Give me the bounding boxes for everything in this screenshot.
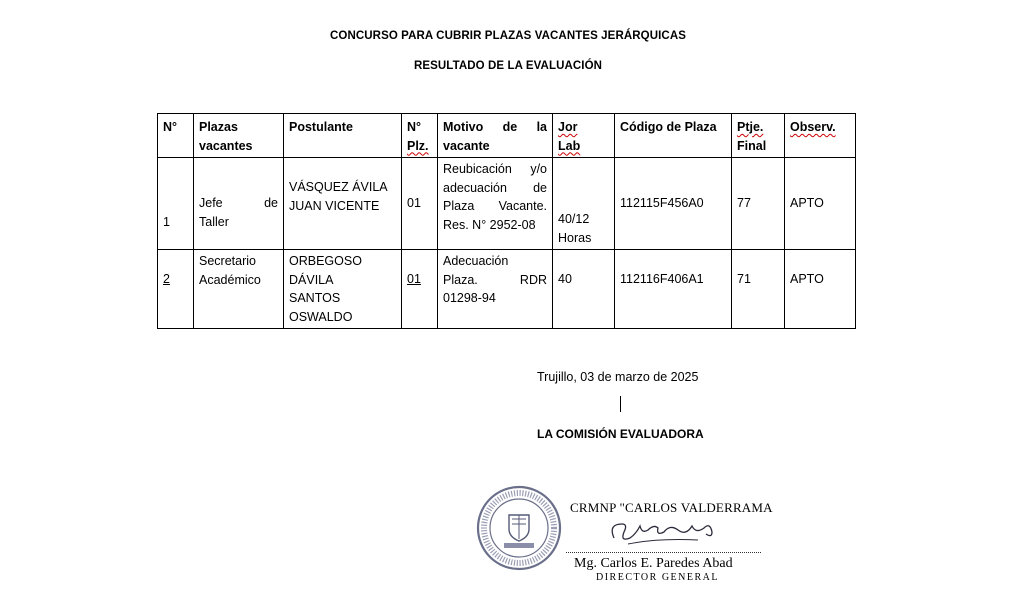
- row-motivo: Reubicación y/o adecuación de Plaza Vacante. Res. N° 2952-08: [438, 158, 553, 250]
- text-cursor: [620, 396, 621, 412]
- row-plaza: Secretario Académico: [194, 250, 284, 329]
- header-postulante: Postulante: [284, 114, 402, 158]
- header-jor: Jor Lab: [553, 114, 615, 158]
- row-jor: 40/12 Horas: [553, 158, 615, 250]
- row-jor: 40: [553, 250, 615, 329]
- handwritten-signature: [606, 514, 716, 554]
- row-plaza: Jefe de Taller: [194, 158, 284, 250]
- row-observ: APTO: [785, 158, 856, 250]
- header-plazas: Plazas vacantes: [194, 114, 284, 158]
- header-ptje: Ptje. Final: [732, 114, 785, 158]
- row-codigo: 112116F406A1: [615, 250, 732, 329]
- header-codigo: Código de Plaza: [615, 114, 732, 158]
- table-header-row: [158, 114, 856, 158]
- row-ptje: 71: [732, 250, 785, 329]
- row-nplz: 01: [402, 158, 438, 250]
- row-observ: APTO: [785, 250, 856, 329]
- document-title: CONCURSO PARA CUBRIR PLAZAS VACANTES JERÁRQUICAS: [330, 30, 686, 42]
- row-postulante: VÁSQUEZ ÁVILA JUAN VICENTE: [284, 158, 402, 250]
- header-nplz: N° Plz.: [402, 114, 438, 158]
- official-seal: [476, 485, 562, 571]
- document-subtitle: RESULTADO DE LA EVALUACIÓN: [413, 60, 603, 72]
- signatory-name: Mg. Carlos E. Paredes Abad: [574, 556, 733, 571]
- row-nplz: 01: [402, 250, 438, 329]
- institution-line: CRMNP "CARLOS VALDERRAMA: [570, 500, 773, 515]
- row-postulante: ORBEGOSO DÁVILA SANTOS OSWALDO: [284, 250, 402, 329]
- table-row: [158, 158, 856, 250]
- row-num: 1: [158, 158, 194, 250]
- row-codigo: 112115F456A0: [615, 158, 732, 250]
- header-motivo: Motivo de la vacante: [438, 114, 553, 158]
- row-ptje: 77: [732, 158, 785, 250]
- table-row: [158, 250, 856, 329]
- signature-line: [566, 552, 761, 553]
- header-num: N°: [158, 114, 194, 158]
- committee-label: LA COMISIÓN EVALUADORA: [537, 427, 704, 441]
- row-motivo: Adecuación Plaza. RDR 01298-94: [438, 250, 553, 329]
- signatory-role: DIRECTOR GENERAL: [596, 572, 719, 583]
- header-observ: Observ.: [785, 114, 856, 158]
- row-num: 2: [158, 250, 194, 329]
- results-table: [157, 113, 856, 329]
- place-date: Trujillo, 03 de marzo de 2025: [537, 370, 699, 384]
